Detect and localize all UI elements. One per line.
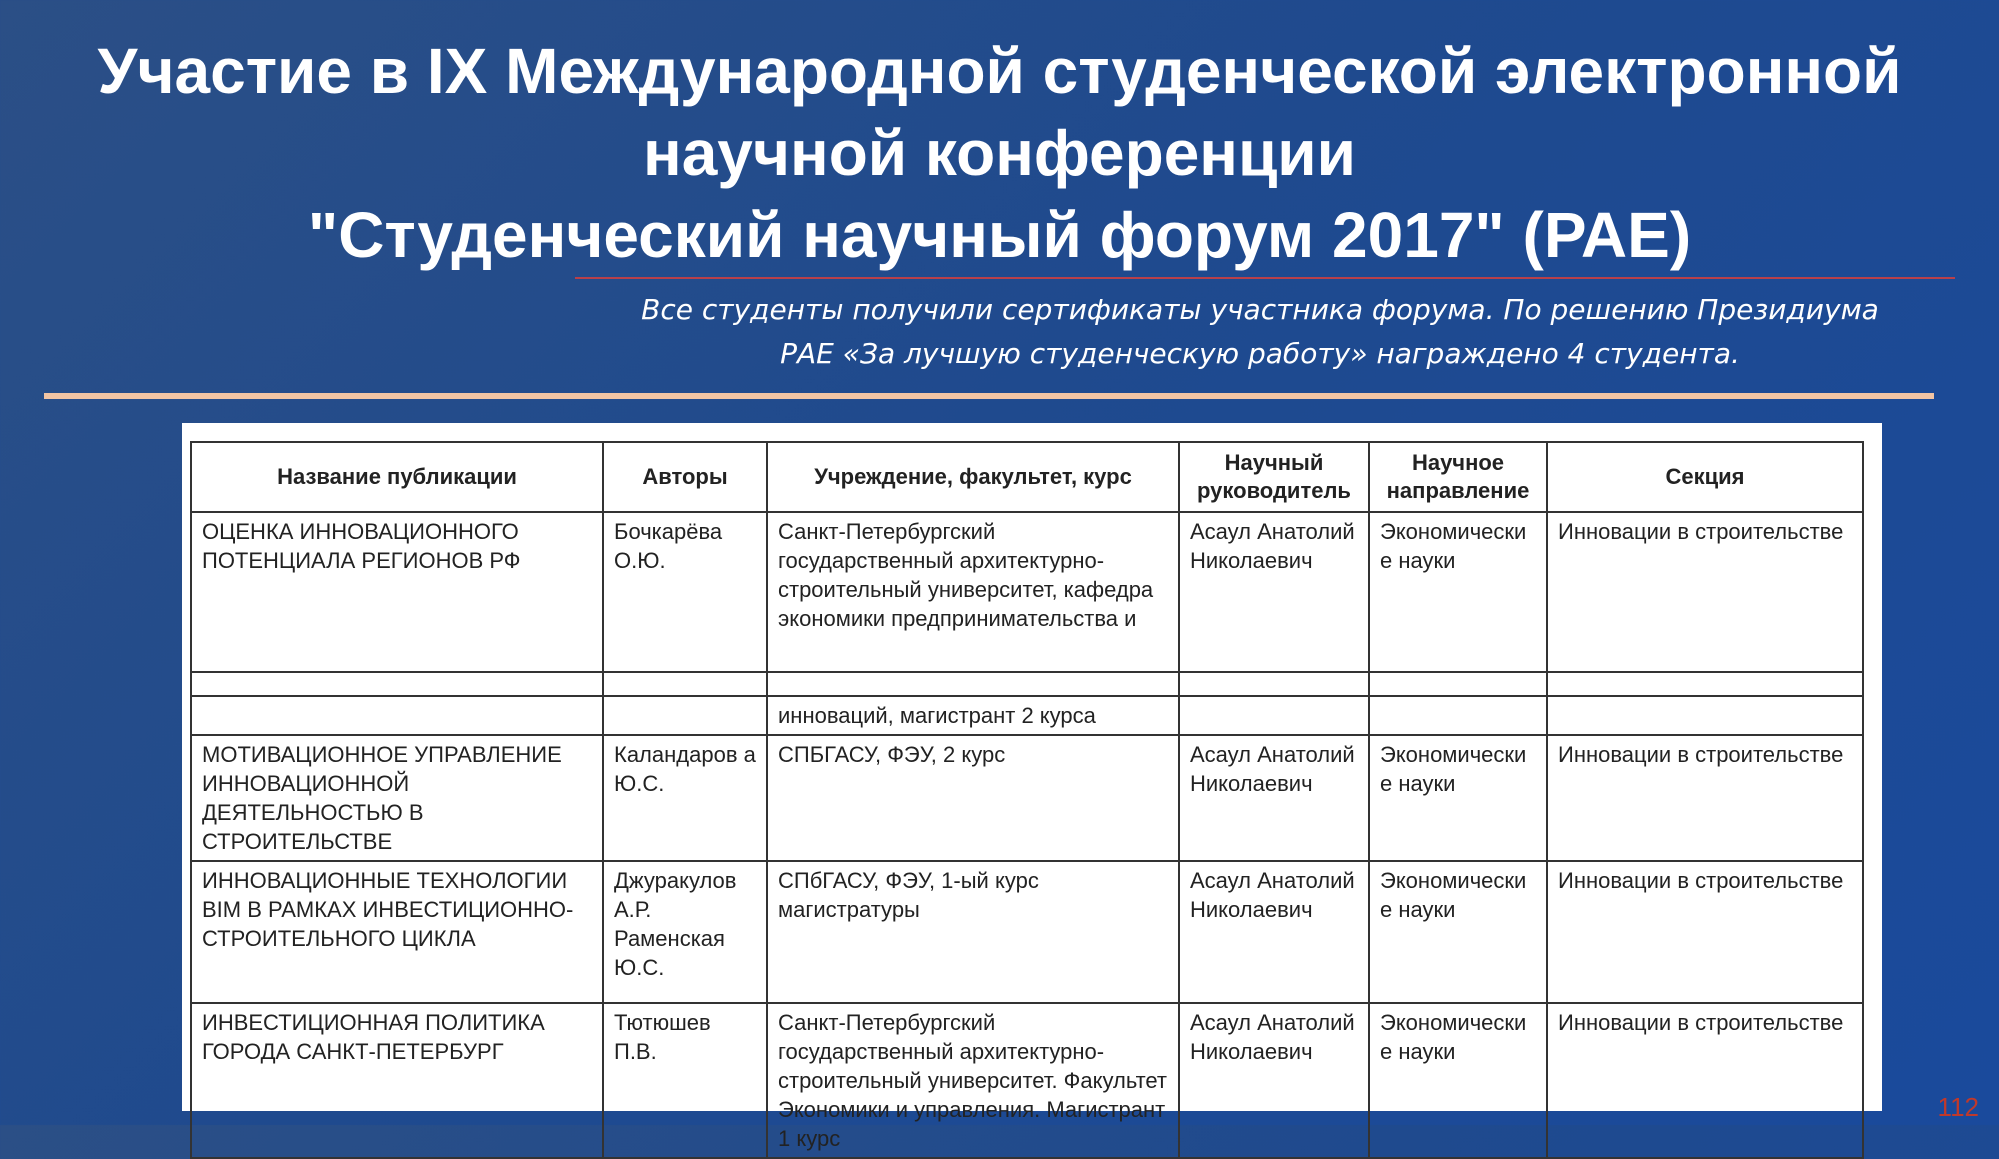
header-supervisor: Научный руководитель [1179,442,1369,512]
table-row-continuation [191,696,1863,735]
table-header-row [191,442,1863,512]
cell-title: ИННОВАЦИОННЫЕ ТЕХНОЛОГИИ BIM В РАМКАХ ИНВЕСТИЦИОННО-СТРОИТЕЛЬНОГО ЦИКЛА [191,861,603,1003]
cell-direction: Экономически е науки [1369,735,1547,861]
cell-institution-continuation: инноваций, магистрант 2 курса [767,696,1179,735]
cell-title: ОЦЕНКА ИННОВАЦИОННОГО ПОТЕНЦИАЛА РЕГИОНОВ РФ [191,512,603,672]
cell-institution: Санкт-Петербургский государственный архитектурно-строительный университет, кафедра экономики предпринимательства и [767,512,1179,672]
page-break-gap [191,672,1863,696]
header-authors: Авторы [603,442,767,512]
cell-section: Инновации в строительстве [1547,512,1863,672]
header-institution: Учреждение, факультет, курс [767,442,1179,512]
subtitle-line-1: Все студенты получили сертификаты участника форума. По решению Президиума [641,293,1879,326]
cell-section: Инновации в строительстве [1547,861,1863,1003]
cell-supervisor: Асаул Анатолий Николаевич [1179,735,1369,861]
cell-institution: СПБГАСУ, ФЭУ, 2 курс [767,735,1179,861]
slide-title [0,30,1999,276]
section-divider [44,393,1934,399]
slide-subtitle [540,288,1980,376]
table-row [191,735,1863,861]
table-row [191,861,1863,1003]
cell-section: Инновации в строительстве [1547,735,1863,861]
header-direction: Научное направление [1369,442,1547,512]
cell-institution: Санкт-Петербургский государственный архитектурно-строительный университет. Факультет Экономики и управления. Магистрант 1 курс [767,1003,1179,1158]
subtitle-line-2: РАЕ «За лучшую студенческую работу» награждено 4 студента. [780,337,1740,370]
title-line-1: Участие в IX Международной студенческой электронной [97,35,1902,107]
cell-supervisor: Асаул Анатолий Николаевич [1179,512,1369,672]
cell-authors: Тютюшев П.В. [603,1003,767,1158]
cell-title: МОТИВАЦИОННОЕ УПРАВЛЕНИЕ ИННОВАЦИОННОЙ ДЕЯТЕЛЬНОСТЬЮ В СТРОИТЕЛЬСТВЕ [191,735,603,861]
header-title: Название публикации [191,442,603,512]
cell-direction: Экономически е науки [1369,1003,1547,1158]
cell-authors: Каландаров а Ю.С. [603,735,767,861]
table-row [191,1003,1863,1158]
cell-supervisor: Асаул Анатолий Николаевич [1179,861,1369,1003]
cell-direction: Экономически е науки [1369,861,1547,1003]
header-section: Секция [1547,442,1863,512]
title-line-2: научной конференции [643,117,1356,189]
cell-title: ИНВЕСТИЦИОННАЯ ПОЛИТИКА ГОРОДА САНКТ-ПЕТЕРБУРГ [191,1003,603,1158]
title-divider [575,277,1955,279]
table-row [191,512,1863,672]
page-number: 112 [1937,1092,1979,1122]
publications-table-image [182,423,1882,1151]
publications-table [190,441,1864,1159]
cell-section: Инновации в строительстве [1547,1003,1863,1158]
cell-authors: Бочкарёва О.Ю. [603,512,767,672]
title-line-3: "Студенческий научный форум 2017" (РАЕ) [307,199,1692,271]
cell-authors: Джуракулов А.Р. Раменская Ю.С. [603,861,767,1003]
cell-supervisor: Асаул Анатолий Николаевич [1179,1003,1369,1158]
cell-institution: СПбГАСУ, ФЭУ, 1-ый курс магистратуры [767,861,1179,1003]
cell-direction: Экономически е науки [1369,512,1547,672]
